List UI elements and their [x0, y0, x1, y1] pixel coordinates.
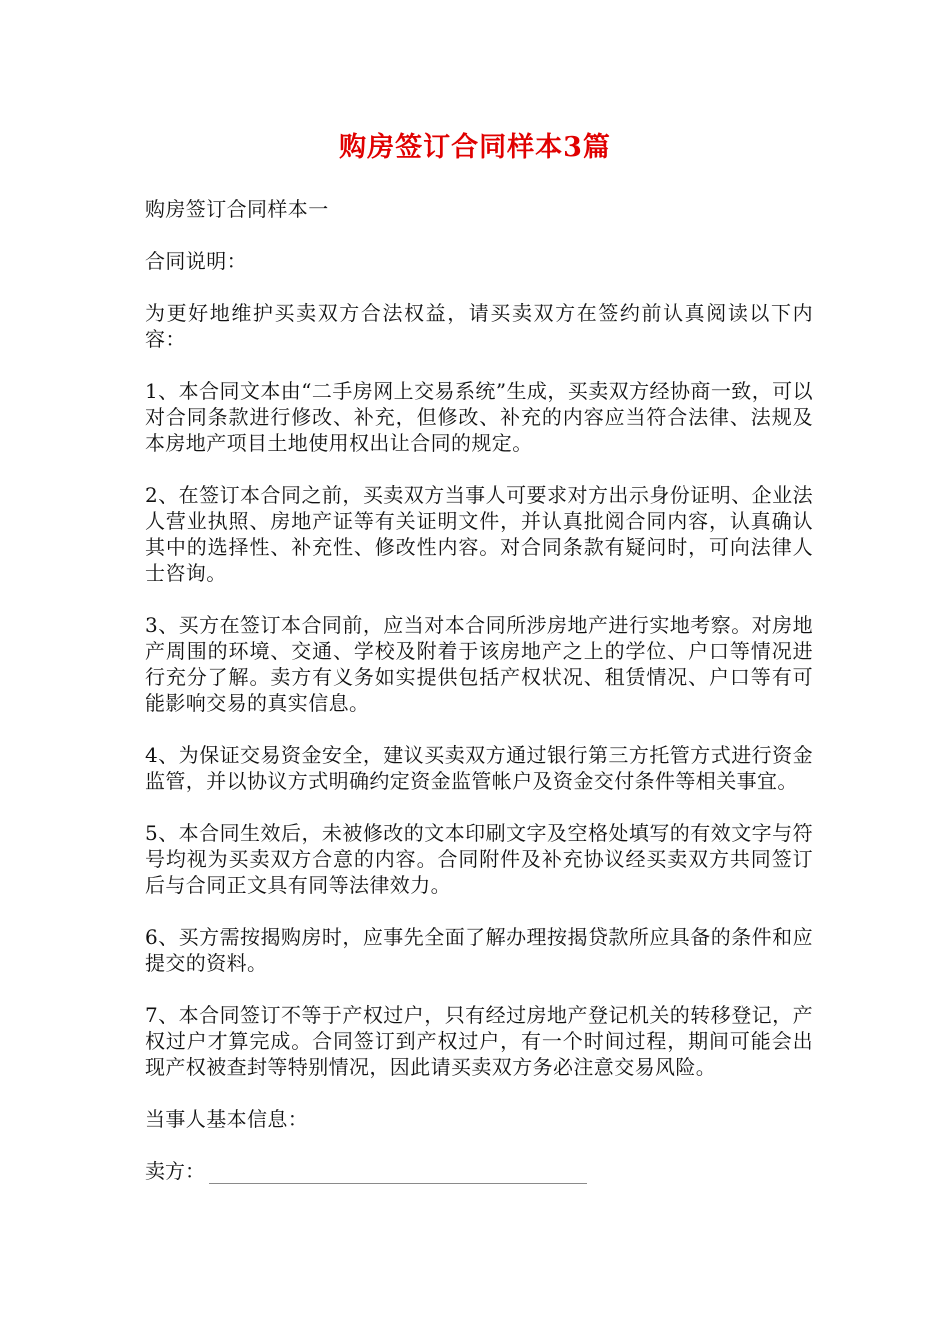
clause-3: 3、买方在签订本合同前，应当对本合同所涉房地产进行实地考察。对房地产周围的环境、交通、学校及附着于该房地产之上的学位、户口等情况进行充分了解。卖方有义务如实提供包括产权状况、租赁情况、户口等有可能影响交易的真实信息。 [145, 613, 813, 715]
section-heading: 购房签订合同样本一 [145, 197, 329, 221]
clause-7: 7、本合同签订不等于产权过户，只有经过房地产登记机关的转移登记，产权过户才算完成。合同签订到产权过户，有一个时间过程，期间可能会出现产权被查封等特别情况，因此请买卖双方务必注意交易风险。 [145, 1003, 813, 1079]
seller-label: 卖方： [145, 1159, 205, 1183]
clause-6: 6、买方需按揭购房时，应事先全面了解办理按揭贷款所应具备的条件和应提交的资料。 [145, 925, 813, 975]
seller-line [145, 1158, 813, 1184]
clause-4: 4、为保证交易资金安全，建议买卖双方通过银行第三方托管方式进行资金监管，并以协议方式明确约定资金监管帐户及资金交付条件等相关事宜。 [145, 743, 813, 793]
clause-1: 1、本合同文本由“二手房网上交易系统”生成，买卖双方经协商一致，可以对合同条款进行修改、补充，但修改、补充的内容应当符合法律、法规及本房地产项目土地使用权出让合同的规定。 [145, 379, 813, 455]
parties-heading: 当事人基本信息： [145, 1107, 309, 1131]
document-title: 购房签订合同样本3篇 [339, 132, 611, 163]
notes-heading: 合同说明： [145, 249, 247, 273]
clause-2: 2、在签订本合同之前，买卖双方当事人可要求对方出示身份证明、企业法人营业执照、房地产证等有关证明文件，并认真批阅合同内容，认真确认其中的选择性、补充性、修改性内容。对合同条款有疑问时，可向法律人士咨询。 [145, 483, 813, 585]
seller-blank-field[interactable] [209, 1163, 587, 1184]
document-body [145, 196, 813, 1184]
clause-5: 5、本合同生效后，未被修改的文本印刷文字及空格处填写的有效文字与符号均视为买卖双方合意的内容。合同附件及补充协议经买卖双方共同签订后与合同正文具有同等法律效力。 [145, 821, 813, 897]
intro-paragraph: 为更好地维护买卖双方合法权益，请买卖双方在签约前认真阅读以下内容： [145, 301, 813, 351]
